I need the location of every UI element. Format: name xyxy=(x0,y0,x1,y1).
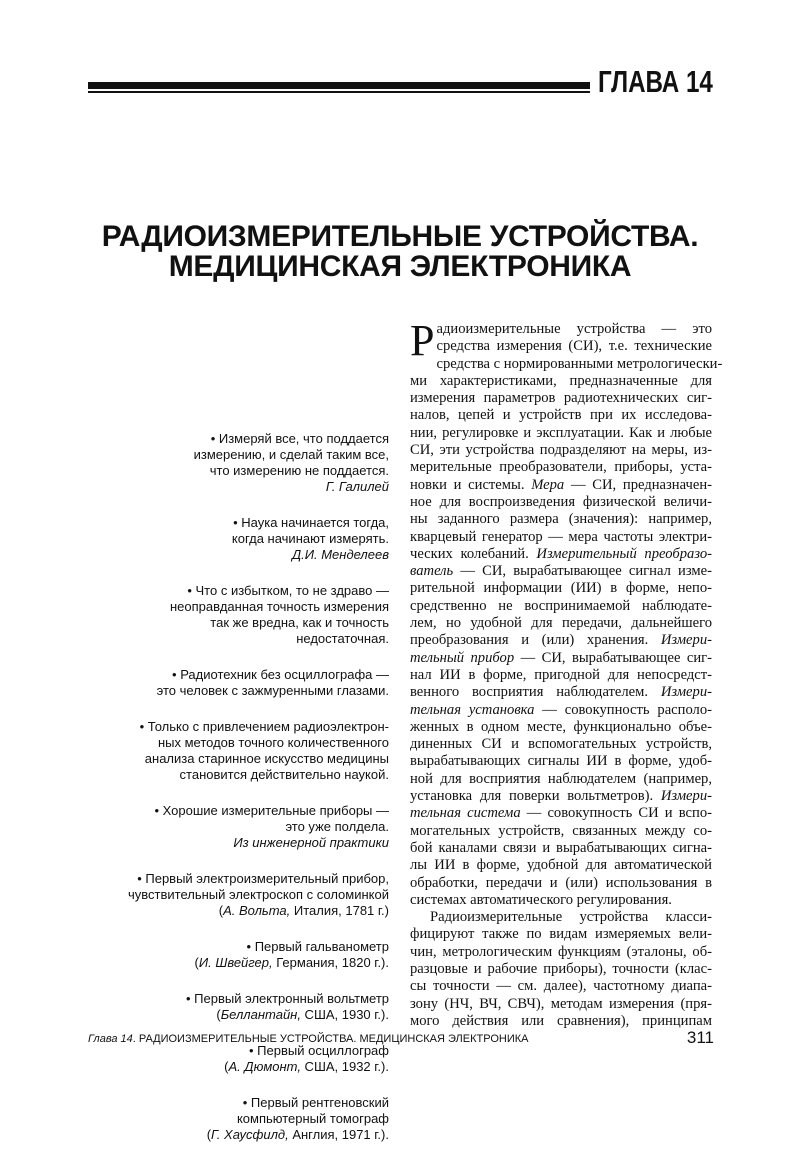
text-line xyxy=(410,355,723,373)
text-run: Радиоизмерительные устройства класси- xyxy=(430,909,712,926)
text-run: ( xyxy=(206,1127,212,1142)
epigraph-line xyxy=(90,1111,389,1127)
epigraph-line xyxy=(90,735,389,751)
text-line xyxy=(410,805,712,822)
italic-term: Г. Галилей xyxy=(325,479,389,494)
text-run: — СИ, предназначен- xyxy=(564,476,712,493)
text-run: фицируют также по видам измеряемых вели- xyxy=(410,926,712,943)
text-run: становится действительно наукой. xyxy=(179,767,389,782)
text-run: лем, но удобной для передачи, дальнейшего xyxy=(410,615,712,632)
text-run: средства с нормированными метрологически- xyxy=(436,355,723,372)
epigraph-line xyxy=(90,1127,389,1143)
text-run: • Только с привлечением радиоэлектрон- xyxy=(139,719,389,734)
text-line xyxy=(410,875,712,892)
text-run: • Хорошие измерительные приборы — xyxy=(154,803,389,818)
text-run: • Первый осциллограф xyxy=(249,1043,389,1058)
epigraph xyxy=(90,515,389,563)
text-line xyxy=(410,736,712,753)
epigraph xyxy=(90,583,389,647)
epigraph-line xyxy=(90,887,389,903)
paragraph xyxy=(410,316,723,909)
text-run: ( xyxy=(224,1059,229,1074)
epigraph-line xyxy=(90,431,389,447)
text-run: ( xyxy=(194,955,199,970)
header-rule-thin xyxy=(88,91,590,93)
text-line xyxy=(410,477,712,494)
text-line xyxy=(410,926,712,943)
text-run: ми характеристиками, предназначенные для xyxy=(410,372,712,389)
epigraph-line xyxy=(90,1059,389,1075)
text-run: США, 1932 г.). xyxy=(300,1059,389,1074)
epigraph-line xyxy=(90,767,389,783)
text-line xyxy=(410,944,712,961)
epigraph-line xyxy=(90,939,389,955)
italic-term: И. Швейгер, xyxy=(198,955,273,970)
text-line xyxy=(410,909,712,926)
epigraph-line xyxy=(90,615,389,631)
text-run: чин, метрологическим функциям (эталоны, об- xyxy=(410,943,712,960)
italic-term: Беллантайн, xyxy=(220,1007,301,1022)
epigraph xyxy=(90,803,389,851)
epigraph-line xyxy=(90,631,389,647)
text-run: СИ, эти устройства подразделяют на меры, из- xyxy=(410,442,712,459)
italic-term: тельная установка xyxy=(410,701,535,718)
drop-cap: Р xyxy=(410,316,435,365)
text-line xyxy=(410,996,712,1013)
paragraph xyxy=(410,909,712,1030)
text-line xyxy=(410,961,712,978)
epigraph-line xyxy=(90,667,389,683)
text-line xyxy=(410,823,712,840)
text-run: • Первый гальванометр xyxy=(246,939,389,954)
italic-term: тельный прибор xyxy=(410,649,515,666)
text-run: мого действия или сравнения), принципам xyxy=(410,1012,712,1029)
text-line xyxy=(410,546,712,563)
text-run: диненных СИ и вспомогательных устройств, xyxy=(410,736,712,753)
text-line xyxy=(410,338,712,355)
text-run: могательных устройств, связанных между со- xyxy=(410,822,712,839)
footer-chapter-number: Глава 14 xyxy=(88,1033,133,1045)
text-run: — СИ, вырабатывающее сигнал изме- xyxy=(453,563,712,580)
epigraph-line xyxy=(90,955,389,971)
epigraph xyxy=(90,431,389,495)
text-line xyxy=(410,1013,712,1030)
text-run: бой каналами связи и вырабатывающих сигна- xyxy=(410,839,712,856)
text-run: налов, цепей и устройств при их исследова- xyxy=(410,407,712,424)
epigraph-line xyxy=(90,599,389,615)
text-run: средства измерения (СИ), т.е. технические xyxy=(436,338,712,355)
text-run: • Первый рентгеновский xyxy=(242,1095,389,1110)
epigraph-line xyxy=(90,903,389,919)
epigraph-line xyxy=(90,819,389,835)
text-line xyxy=(410,978,712,995)
footer-chapter-label xyxy=(88,1033,529,1045)
italic-term: Измери- xyxy=(660,684,712,701)
epigraph-line xyxy=(90,479,389,495)
epigraph xyxy=(90,719,389,783)
text-line xyxy=(410,719,712,736)
text-run: анализа старинное искусство медицины xyxy=(144,751,389,766)
text-run: Германия, 1820 г.). xyxy=(272,955,389,970)
italic-term: Измерительный преобразо- xyxy=(536,545,712,562)
text-line xyxy=(410,840,712,857)
text-line xyxy=(410,459,712,476)
text-line xyxy=(410,684,712,701)
epigraph-column xyxy=(90,431,389,1163)
chapter-title-line: РАДИОИЗМЕРИТЕЛЬНЫЕ УСТРОЙСТВА. xyxy=(101,220,699,253)
text-line xyxy=(410,667,712,684)
text-run: ( xyxy=(216,1007,221,1022)
chapter-title-line: МЕДИЦИНСКАЯ ЭЛЕКТРОНИКА xyxy=(168,250,632,283)
epigraph-line xyxy=(90,803,389,819)
italic-term: Мера xyxy=(531,476,565,493)
chapter-label: ГЛАВА 14 xyxy=(598,64,713,99)
italic-term: тельная система xyxy=(410,805,521,822)
text-line xyxy=(410,788,712,805)
epigraph xyxy=(90,1095,389,1143)
epigraph-line xyxy=(90,583,389,599)
text-run: Италия, 1781 г.) xyxy=(290,903,389,918)
page-footer xyxy=(88,1028,714,1047)
text-run: кварцевый генератор — мера частоты электри- xyxy=(410,528,712,545)
text-run: Англия, 1971 г.). xyxy=(288,1127,389,1142)
text-run: — совокупность располо- xyxy=(534,701,713,718)
page-number: 311 xyxy=(686,1028,714,1047)
epigraph-line xyxy=(90,751,389,767)
text-run: нии, регулировке и эксплуатации. Как и любые xyxy=(410,424,712,441)
text-line xyxy=(410,425,712,442)
text-run: обработки, передачи и (или) использования в xyxy=(410,874,712,891)
epigraph xyxy=(90,1043,389,1075)
text-line xyxy=(410,702,712,719)
epigraph xyxy=(90,667,389,699)
text-line xyxy=(410,857,712,874)
text-line xyxy=(410,892,712,909)
text-run: рительной информации (ИИ) в форме, непо- xyxy=(410,580,712,597)
chapter-title xyxy=(60,222,740,282)
epigraph xyxy=(90,939,389,971)
text-run: венного восприятия наблюдателем. xyxy=(410,684,661,701)
epigraph-line xyxy=(90,719,389,735)
text-line xyxy=(410,563,712,580)
epigraph-line xyxy=(90,1043,389,1059)
text-run: так же вредна, как и точность xyxy=(210,615,389,630)
text-run: компьютерный томограф xyxy=(236,1111,389,1126)
text-run: США, 1930 г.). xyxy=(300,1007,389,1022)
italic-term: ватель xyxy=(410,563,454,580)
text-run: — совокупность СИ и вспо- xyxy=(520,805,712,822)
footer-chapter-title: . РАДИОИЗМЕРИТЕЛЬНЫЕ УСТРОЙСТВА. МЕДИЦИНСКАЯ ЭЛЕКТРОНИКА xyxy=(132,1033,529,1045)
italic-term: Измери- xyxy=(660,632,712,649)
text-run: неоправданная точность измерения xyxy=(169,599,389,614)
text-run: ( xyxy=(218,903,224,918)
text-run: измерению, и сделай таким все, xyxy=(193,447,389,462)
text-run: когда начинают измерять. xyxy=(231,531,389,546)
text-line xyxy=(410,390,712,407)
epigraph-line xyxy=(90,531,389,547)
text-run: преобразования и (или) хранения. xyxy=(410,632,661,649)
epigraph-line xyxy=(90,547,389,563)
italic-term: Д.И. Менделеев xyxy=(291,547,389,562)
text-line xyxy=(410,580,712,597)
text-line xyxy=(410,407,712,424)
text-run: • Первый электроизмерительный прибор, xyxy=(137,871,389,886)
header-rule xyxy=(88,82,590,89)
text-run: ное для воспроизведения физической величи- xyxy=(410,493,712,510)
text-line xyxy=(410,632,712,649)
text-run: недостаточная. xyxy=(296,631,389,646)
text-line xyxy=(410,650,712,667)
epigraph-line xyxy=(90,835,389,851)
body-text xyxy=(410,316,723,1030)
text-run: • Радиотехник без осциллографа — xyxy=(172,667,389,682)
epigraph-line xyxy=(90,1007,389,1023)
text-run: — СИ, вырабатывающее сиг- xyxy=(514,649,712,666)
epigraph-line xyxy=(90,991,389,1007)
text-line xyxy=(410,442,712,459)
text-run: мерительные преобразователи, приборы, уста- xyxy=(410,459,712,476)
epigraph xyxy=(90,871,389,919)
text-line xyxy=(410,615,712,632)
text-run: ной для восприятия наблюдателем (например, xyxy=(410,770,712,787)
text-line xyxy=(410,771,712,788)
italic-term: А. Вольта, xyxy=(223,903,291,918)
epigraph-line xyxy=(90,871,389,887)
text-run: разцовые и рабочие приборы), точности (клас- xyxy=(410,960,712,977)
text-line xyxy=(410,753,712,770)
epigraph-line xyxy=(90,463,389,479)
text-line xyxy=(410,494,712,511)
epigraph-line xyxy=(90,447,389,463)
epigraph xyxy=(90,991,389,1023)
text-run: средственно не воспринимаемой наблюдате- xyxy=(410,597,712,614)
text-run: адиоизмерительные устройства — это xyxy=(436,321,712,337)
italic-term: А. Дюмонт, xyxy=(228,1059,301,1074)
text-line xyxy=(410,511,712,528)
text-line xyxy=(410,529,712,546)
text-run: сы точности — см. далее), частотному диапа- xyxy=(410,978,712,995)
text-run: это уже полдела. xyxy=(285,819,389,834)
text-run: • Измеряй все, что поддается xyxy=(210,431,389,446)
italic-term: Г. Хаусфилд, xyxy=(211,1127,289,1142)
text-run: что измерению не поддается. xyxy=(209,463,389,478)
text-run: • Первый электронный вольтметр xyxy=(186,991,389,1006)
text-run: лы ИИ в форме, удобной для автоматической xyxy=(410,857,712,874)
text-run: нал ИИ в форме, пригодной для непосредст- xyxy=(410,666,712,683)
epigraph-line xyxy=(90,1095,389,1111)
text-run: ны заданного размера (значения): например, xyxy=(410,511,712,528)
text-run: вырабатывающих сигналы ИИ в форме, удоб- xyxy=(410,753,712,770)
italic-term: Из инженерной практики xyxy=(233,835,389,850)
text-run: • Что с избытком, то не здраво — xyxy=(187,583,389,598)
text-run: ческих колебаний. xyxy=(410,545,537,562)
text-run: системах автоматического регулирования. xyxy=(410,891,672,908)
text-run: это человек с зажмуренными глазами. xyxy=(156,683,389,698)
text-run: измерения параметров радиотехнических сиг- xyxy=(410,390,712,407)
text-run: женных в одном месте, функционально объе- xyxy=(410,718,712,735)
text-run: зону (НЧ, ВЧ, СВЧ), методам измерения (пря- xyxy=(410,995,712,1012)
epigraph-line xyxy=(90,683,389,699)
text-line xyxy=(410,598,712,615)
text-run: установка для поверки вольтметров). xyxy=(410,788,661,805)
italic-term: Измери- xyxy=(660,788,712,805)
text-run: чувствительный электроскоп с соломинкой xyxy=(127,887,389,902)
text-run: новки и системы. xyxy=(410,476,532,493)
text-run: ных методов точного количественного xyxy=(157,735,389,750)
epigraph-line xyxy=(90,515,389,531)
text-line xyxy=(410,373,712,390)
text-line xyxy=(410,321,712,338)
text-run: • Наука начинается тогда, xyxy=(233,515,389,530)
